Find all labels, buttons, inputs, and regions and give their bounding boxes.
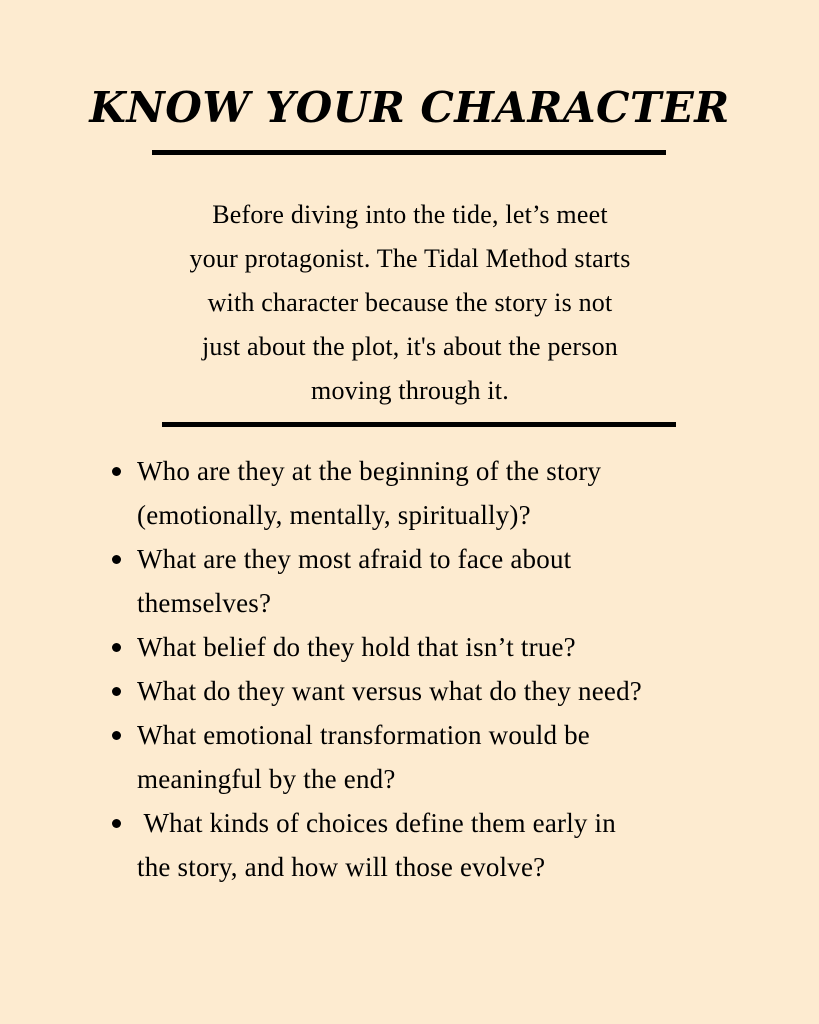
question-line: Who are they at the beginning of the story xyxy=(137,456,602,486)
question-line: What are they most afraid to face about xyxy=(137,544,572,574)
title-divider xyxy=(152,150,666,155)
list-item xyxy=(108,537,788,625)
intro-divider xyxy=(162,422,676,427)
question-line: (emotionally, mentally, spiritually)? xyxy=(137,500,531,530)
question-line: meaningful by the end? xyxy=(137,764,396,794)
list-item xyxy=(108,801,788,889)
bullet-icon xyxy=(112,731,121,740)
intro-line: moving through it. xyxy=(311,376,509,405)
list-item xyxy=(108,449,788,537)
intro-line: your protagonist. The Tidal Method starts xyxy=(189,244,631,273)
question-line: What kinds of choices define them early in xyxy=(137,808,616,838)
list-item xyxy=(108,669,788,713)
bullet-icon xyxy=(112,555,121,564)
question-list xyxy=(108,449,788,889)
bullet-icon xyxy=(112,467,121,476)
list-item xyxy=(108,713,788,801)
list-item xyxy=(108,625,788,669)
bullet-icon xyxy=(112,819,121,828)
question-line: What do they want versus what do they need? xyxy=(137,676,642,706)
question-line: What belief do they hold that isn’t true? xyxy=(137,632,576,662)
bullet-icon xyxy=(112,643,121,652)
intro-line: with character because the story is not xyxy=(207,288,613,317)
intro-line: Before diving into the tide, let’s meet xyxy=(212,200,608,229)
page-title: KNOW YOUR CHARACTER xyxy=(89,83,730,132)
question-line: themselves? xyxy=(137,588,272,618)
bullet-icon xyxy=(112,687,121,696)
question-line: What emotional transformation would be xyxy=(137,720,590,750)
intro-line: just about the plot, it's about the person xyxy=(201,332,619,361)
question-line: the story, and how will those evolve? xyxy=(137,852,546,882)
intro-paragraph xyxy=(120,193,700,413)
